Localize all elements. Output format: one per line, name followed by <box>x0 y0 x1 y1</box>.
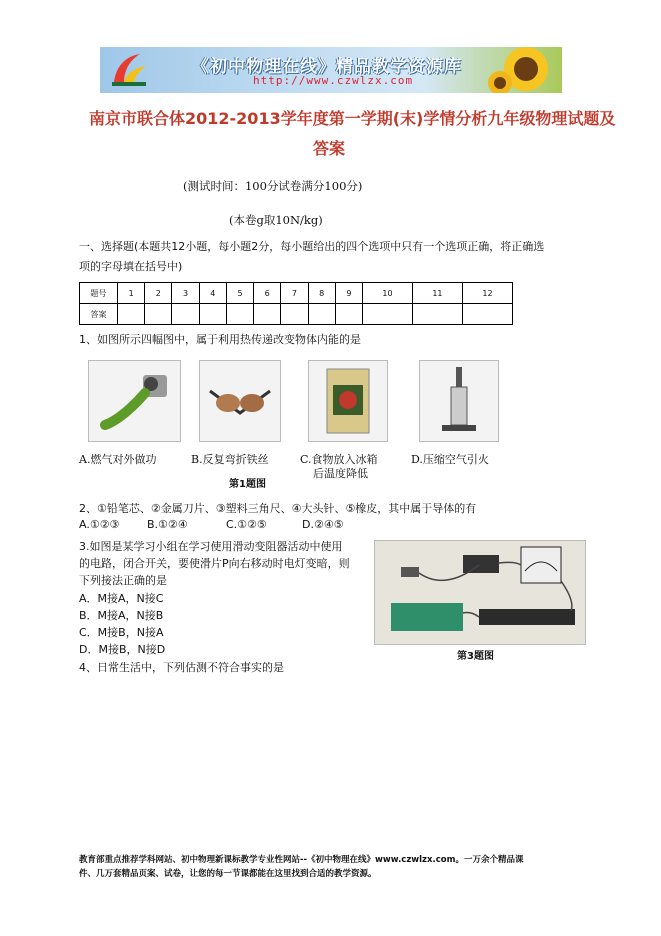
question-4-text: 4、日常生活中，下列估测不符合事实的是 <box>79 661 284 674</box>
q3-figure-title: 第3题图 <box>457 651 494 662</box>
q2-option-b: B.①②④ <box>147 518 188 531</box>
q1-caption-c2: 后温度降低 <box>313 467 368 480</box>
table-cell-number: 6 <box>254 283 281 304</box>
answer-table <box>79 282 513 325</box>
question-3-line1: 3.如图是某学习小组在学习使用滑动变阻器活动中使用 <box>79 540 343 553</box>
document-title-line2: 答案 <box>313 139 346 158</box>
answer-cell[interactable] <box>199 304 226 325</box>
q1-figure-b <box>199 360 281 442</box>
q1-figure-title: 第1题图 <box>229 479 266 490</box>
sunflower-icon <box>486 47 560 93</box>
table-cell-number: 4 <box>199 283 226 304</box>
page-footer <box>79 853 599 881</box>
question-3-line3: 下列接法正确的是 <box>79 574 167 587</box>
answer-cell[interactable] <box>226 304 253 325</box>
table-cell-number: 2 <box>145 283 172 304</box>
answer-cell[interactable] <box>254 304 281 325</box>
banner-url[interactable]: http://www.czwlzx.com <box>253 74 414 87</box>
table-cell-number: 9 <box>335 283 362 304</box>
q3-option-c: C．M接B，N接A <box>79 626 164 639</box>
gas-work-figure <box>89 361 180 441</box>
q2-option-d: D.②④⑤ <box>302 518 344 531</box>
q2-option-a: A.①②③ <box>79 518 120 531</box>
compress-air-figure <box>420 361 498 441</box>
footer-line1: 教育部重点推荐学科网站、初中物理新课标教学专业性网站--《初中物理在线》www.czwlzx.com。一万余个精品课 <box>79 855 524 865</box>
circuit-photo <box>375 541 585 644</box>
q3-option-a: A．M接A，N接C <box>79 592 164 605</box>
table-cell-number: 12 <box>462 283 512 304</box>
section1-instructions-line1: 一、选择题(本题共12小题，每小题2分，每小题给出的四个选项中只有一个选项正确，将正确选 <box>79 240 545 253</box>
site-logo <box>106 52 150 88</box>
table-cell-number: 3 <box>172 283 199 304</box>
gravity-info: (本卷g取10N/kg) <box>229 213 323 227</box>
q2-option-c: C.①②⑤ <box>226 518 267 531</box>
bending-wire-figure <box>200 361 280 441</box>
question-3-line2: 的电路，闭合开关，要使滑片P向右移动时电灯变暗，则 <box>79 557 350 570</box>
answer-cell[interactable] <box>145 304 172 325</box>
table-cell-number: 11 <box>412 283 462 304</box>
answer-table-answer-row <box>80 304 513 325</box>
table-cell-number: 8 <box>308 283 335 304</box>
fridge-food-figure <box>309 361 387 441</box>
answer-cell[interactable] <box>412 304 462 325</box>
answer-cell[interactable] <box>172 304 199 325</box>
answer-cell[interactable] <box>462 304 512 325</box>
answer-cell[interactable] <box>281 304 308 325</box>
q1-caption-d: D.压缩空气引火 <box>411 453 489 466</box>
answer-cell[interactable] <box>308 304 335 325</box>
q1-caption-c1: C.食物放入冰箱 <box>300 453 378 466</box>
section1-instructions-line2: 项的字母填在括号中) <box>79 260 183 273</box>
table-cell-number: 1 <box>118 283 145 304</box>
footer-line2: 件、几万套精品页案、试卷，让您的每一节课都能在这里找到合适的教学资源。 <box>79 869 377 879</box>
q3-circuit-figure <box>374 540 586 645</box>
q1-figure-d <box>419 360 499 442</box>
document-title-line1: 南京市联合体2012-2013学年度第一学期(末)学情分析九年级物理试题及 <box>89 109 616 128</box>
q1-caption-a: A.燃气对外做功 <box>79 453 157 466</box>
answer-cell[interactable] <box>335 304 362 325</box>
test-time-info: (测试时间：100分试卷满分100分) <box>183 179 363 193</box>
q3-option-d: D．M接B，N接D <box>79 643 166 656</box>
question-1-text: 1、如图所示四幅图中，属于利用热传递改变物体内能的是 <box>79 333 361 346</box>
q3-option-b: B．M接A，N接B <box>79 609 164 622</box>
q1-figure-c <box>308 360 388 442</box>
q1-caption-b: B.反复弯折铁丝 <box>191 453 269 466</box>
table-cell-number: 10 <box>362 283 412 304</box>
table-header-answer: 答案 <box>80 304 118 325</box>
q1-figure-a <box>88 360 181 442</box>
answer-cell[interactable] <box>362 304 412 325</box>
table-cell-number: 5 <box>226 283 253 304</box>
site-banner <box>100 47 562 93</box>
table-header-question-no: 题号 <box>80 283 118 304</box>
table-cell-number: 7 <box>281 283 308 304</box>
answer-table-number-row <box>80 283 513 304</box>
banner-title: 《初中物理在线》精品教学资源库 <box>192 57 462 77</box>
question-2-text: 2、①铅笔芯、②金属刀片、③塑料三角尺、④大头针、⑤橡皮，其中属于导体的有 <box>79 502 477 515</box>
answer-cell[interactable] <box>118 304 145 325</box>
